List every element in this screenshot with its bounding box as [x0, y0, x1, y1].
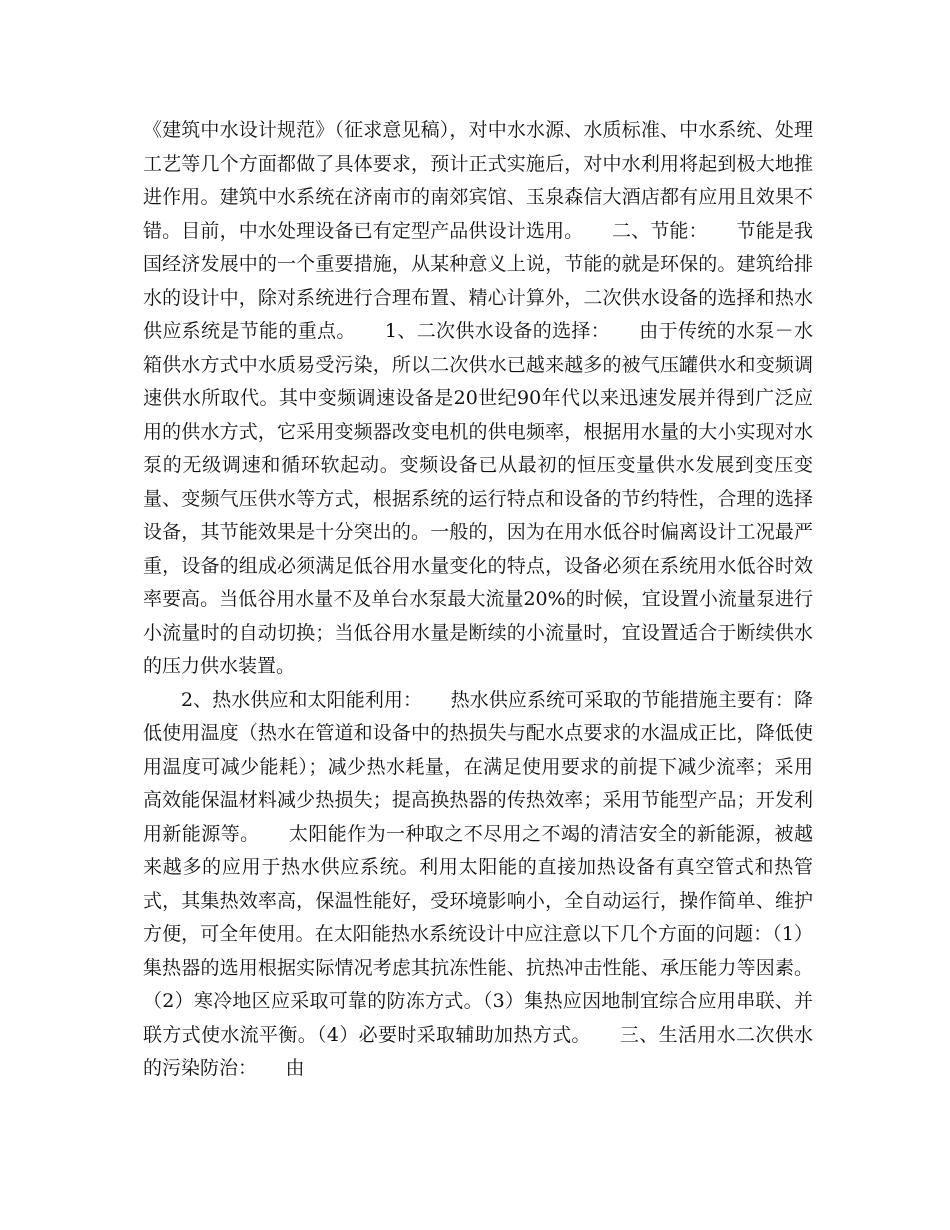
paragraph-1: 《建筑中水设计规范》（征求意见稿），对中水水源、水质标准、中水系统、处理工艺等几个方面都做了具体要求，预计正式实施后，对中水利用将起到极大地推进作用。建筑中水系统在济南市的南郊宾馆、玉泉森信大酒店都有应用且效果不错。目前，中水处理设备已有定型产品供设计选用。 二、节能： 节能是我国经济发展中的一个重要措施，从某种意义上说，节能的就是环保的。建筑给排水的设计中，除对系统进行合理布置、精心计算外，二次供水设备的选择和热水供应系统是节能的重点。 1、二次供水设备的选择： 由于传统的水泵－水箱供水方式中水质易受污染，所以二次供水已越来越多的被气压罐供水和变频调速供水所取代。其中变频调速设备是20世纪90年代以来迅速发展并得到广泛应用的供水方式，它采用变频器改变电机的供电频率，根据用水量的大小实现对水泵的无级调速和循环软起动。变频设备已从最初的恒压变量供水发展到变压变量、变频气压供水等方式，根据系统的运行特点和设备的节约特性，合理的选择设备，其节能效果是十分突出的。一般的，因为在用水低谷时偏离设计工况最严重，设备的组成必须满足低谷用水量变化的特点，设备必须在系统用水低谷时效率要高。当低谷用水量不及单台水泵最大流量20%的时候，宜设置小流量泵进行小流量时的自动切换；当低谷用水量是断续的小流量时，宜设置适合于断续供水的压力供水装置。 — [143, 119, 813, 677]
body-text — [143, 114, 813, 1086]
paragraph-2: 2、热水供应和太阳能利用： 热水供应系统可采取的节能措施主要有：降低使用温度（热水在管道和设备中的热损失与配水点要求的水温成正比，降低使用温度可减少能耗）；减少热水耗量，在满足使用要求的前提下减少流率；采用高效能保温材料减少热损失；提高换热器的传热效率；采用节能型产品；开发利用新能源等。 太阳能作为一种取之不尽用之不竭的清洁安全的新能源，被越来越多的应用于热水供应系统。利用太阳能的直接加热设备有真空管式和热管式，其集热效率高，保温性能好，受环境影响小，全自动运行，操作简单、维护方便，可全年使用。在太阳能热水系统设计中应注意以下几个方面的问题：（1）集热器的选用根据实际情况考虑其抗冻性能、抗热冲击性能、承压能力等因素。（2）寒冷地区应采取可靠的防冻方式。（3）集热应因地制宜综合应用串联、并联方式使水流平衡。（4）必要时采取辅助加热方式。 三、生活用水二次供水的污染防治： 由 — [143, 688, 813, 1079]
